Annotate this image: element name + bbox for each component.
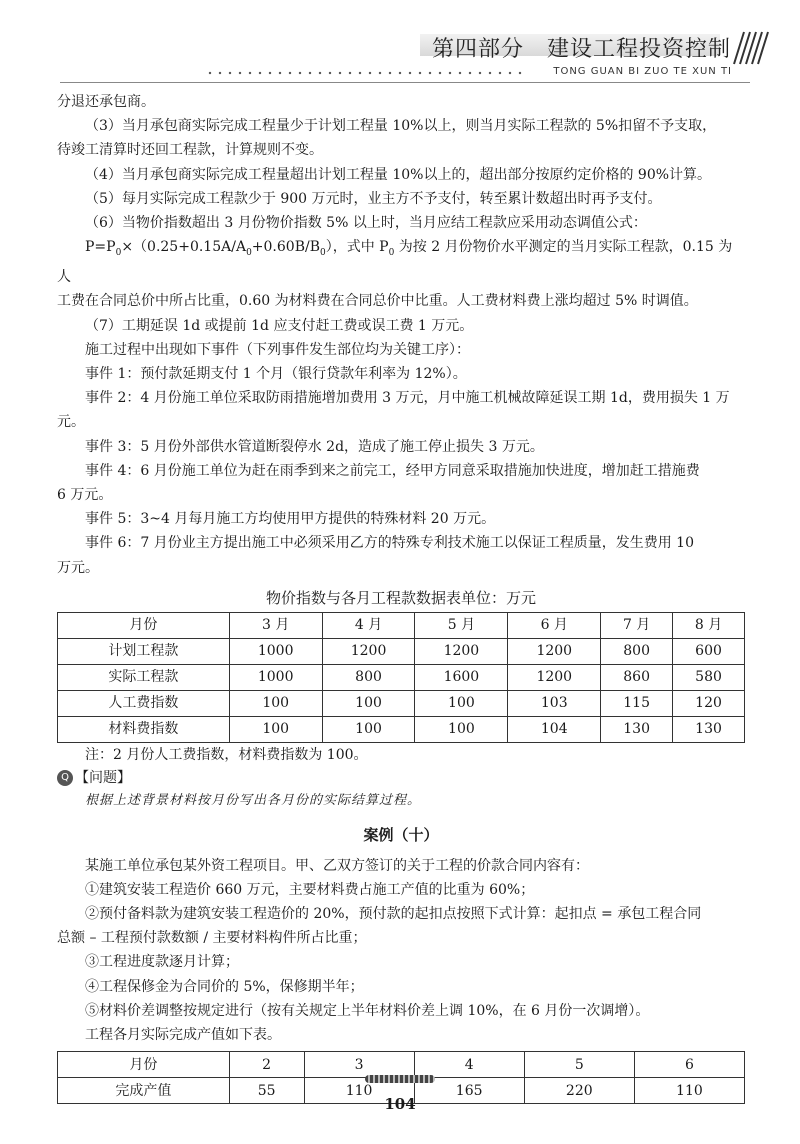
event-line: 事件 2：4 月份施工单位采取防雨措施增加费用 3 万元，月中施工机械故障延误工期 1d，费用损失 1 万元。: [57, 390, 730, 431]
table-cell: 130: [673, 717, 745, 743]
table-cell: 100: [229, 717, 322, 743]
table-cell: 580: [673, 665, 745, 691]
case-line: ⑤材料价差调整按规定进行（按有关规定上半年材料价差上调 10%，在 6 月份一次调增）。: [85, 1002, 650, 1019]
table-cell: 1200: [415, 639, 508, 665]
table-header-cell: 7 月: [601, 613, 673, 639]
text-line: （7）工期延误 1d 或提前 1d 应支付赶工费或误工费 1 万元。: [85, 317, 474, 334]
table-cell: 110: [304, 1078, 414, 1104]
table-row: [58, 665, 745, 691]
text-line: （3）当月承包商实际完成工程量少于计划工程量 10%以上，则当月实际工程款的 5%扣留不予支取，: [85, 118, 717, 135]
table-cell: 1200: [508, 639, 601, 665]
table-header-cell: 6: [634, 1052, 744, 1078]
question-heading: [57, 767, 745, 789]
table-header-cell: 3 月: [229, 613, 322, 639]
text-line: 万元。: [57, 559, 99, 576]
text-line: 工费在合同总价中所占比重，0.60 为材料费在合同总价中比重。人工费材料费上涨均超过 5% 时调值。: [57, 293, 698, 310]
table-cell: 材料费指数: [58, 717, 230, 743]
event-line: 事件 1：预付款延期支付 1 个月（银行贷款年利率为 12%）。: [85, 366, 467, 383]
page-number: 104: [384, 1095, 416, 1113]
table-cell: 1600: [415, 665, 508, 691]
table-cell: 100: [229, 691, 322, 717]
table-header-cell: 月份: [58, 1052, 230, 1078]
table-cell: 实际工程款: [58, 665, 230, 691]
table-cell: 人工费指数: [58, 691, 230, 717]
table-header-cell: 月份: [58, 613, 230, 639]
table-cell: 120: [673, 691, 745, 717]
table-row: [58, 717, 745, 743]
table-cell: 103: [508, 691, 601, 717]
table-header-cell: 4 月: [322, 613, 415, 639]
table-cell: 800: [601, 639, 673, 665]
event-line: 事件 4：6 月份施工单位为赶在雨季到来之前完工，经甲方同意采取措施加快进度，增加赶工措施费: [85, 462, 700, 479]
table-cell: 100: [415, 717, 508, 743]
table-header-cell: 8 月: [673, 613, 745, 639]
table-cell: 100: [322, 717, 415, 743]
case-line: 总额 – 工程预付款数额 / 主要材料构件所占比重；: [57, 930, 367, 947]
text-line: （4）当月承包商实际完成工程量超出计划工程量 10%以上的，超出部分按原约定价格的 90%计算。: [85, 166, 712, 183]
case-line: ④工程保修金为合同价的 5%，保修期半年；: [85, 978, 364, 995]
table-cell: 115: [601, 691, 673, 717]
section-title: 第四部分 建设工程投资控制: [432, 37, 732, 62]
table-cell: 220: [524, 1078, 634, 1104]
stripes-decoration-icon: [728, 30, 770, 66]
table-cell: 计划工程款: [58, 639, 230, 665]
table-title: 物价指数与各月工程款数据表单位：万元: [265, 588, 536, 607]
table-row: [58, 691, 745, 717]
table-header-cell: 5 月: [415, 613, 508, 639]
case-line: ②预付备料款为建筑安装工程造价的 20%，预付款的起扣点按照下式计算：起扣点 = 承包工程合同: [85, 906, 702, 923]
page-content: [57, 90, 745, 1104]
table-cell: 1000: [229, 639, 322, 665]
table-header-cell: 5: [524, 1052, 634, 1078]
table-header-cell: 2: [229, 1052, 304, 1078]
event-line: 事件 5：3~4 月每月施工方均使用甲方提供的特殊材料 20 万元。: [85, 511, 496, 528]
event-line: 事件 6：7 月份业主方提出施工中必须采用乙方的特殊专利技术施工以保证工程质量，发生费用 10: [85, 535, 694, 552]
price-index-table: [57, 612, 745, 743]
text-line: （6）当物价指数超出 3 月份物价指数 5% 以上时，当月应结工程款应采用动态调值公式：: [85, 215, 647, 232]
header-dots: [205, 71, 525, 75]
formula-line: $P=P_0\times(0.25+0.15A/A_0+0.60B/B_0)$，式中 $P_0$ 为按 2 月份物价水平测定的当月实际工程款，0.15 为人: [57, 239, 733, 286]
table-cell: 600: [673, 639, 745, 665]
table-cell: 860: [601, 665, 673, 691]
table-cell: 100: [415, 691, 508, 717]
table-row: [58, 639, 745, 665]
table-cell: 104: [508, 717, 601, 743]
table-header-cell: 3: [304, 1052, 414, 1078]
text-line: 6 万元。: [57, 487, 113, 504]
table-note: 注：2 月份人工费指数，材料费指数为 100。: [85, 747, 368, 764]
case-line: ①建筑安装工程造价 660 万元，主要材料费占施工产值的比重为 60%；: [85, 881, 535, 898]
series-subtitle: TONG GUAN BI ZUO TE XUN TI: [553, 66, 732, 77]
table-header-cell: 6 月: [508, 613, 601, 639]
case-line: 工程各月实际完成产值如下表。: [85, 1027, 281, 1044]
table-cell: 1200: [508, 665, 601, 691]
table-cell: 完成产值: [58, 1078, 230, 1104]
table-header-cell: 4: [414, 1052, 524, 1078]
table-cell: 130: [601, 717, 673, 743]
table-cell: 110: [634, 1078, 744, 1104]
table-cell: 1200: [322, 639, 415, 665]
text-line: 分退还承包商。: [57, 94, 155, 110]
table-header-row: [58, 613, 745, 639]
event-line: 事件 3：5 月份外部供水管道断裂停水 2d，造成了施工停止损失 3 万元。: [85, 438, 544, 455]
question-label: 【问题】: [75, 770, 131, 787]
footer-decoration: [365, 1075, 435, 1083]
case-line: 某施工单位承包某外资工程项目。甲、乙双方签订的关于工程的价款合同内容有：: [85, 857, 589, 874]
table-cell: 100: [322, 691, 415, 717]
table-cell: 800: [322, 665, 415, 691]
page-footer: [0, 1068, 800, 1113]
text-line: 施工过程中出现如下事件（下列事件发生部位均为关键工序）：: [85, 341, 470, 358]
table-cell: 1000: [229, 665, 322, 691]
case-title: 案例（十）: [363, 826, 439, 845]
text-line: （5）每月实际完成工程款少于 900 万元时，业主方不予支付，转至累计数超出时再予支付。: [85, 190, 662, 207]
page-header: [0, 0, 800, 95]
header-rule: [60, 82, 750, 83]
question-text: 根据上述背景材料按月份写出各月份的实际结算过程。: [85, 793, 422, 809]
question-icon: Q: [57, 770, 73, 786]
table-cell: 165: [414, 1078, 524, 1104]
text-line: 待竣工清算时还回工程款，计算规则不变。: [57, 142, 323, 159]
case-line: ③工程进度款逐月计算；: [85, 954, 239, 971]
table-cell: 55: [229, 1078, 304, 1104]
